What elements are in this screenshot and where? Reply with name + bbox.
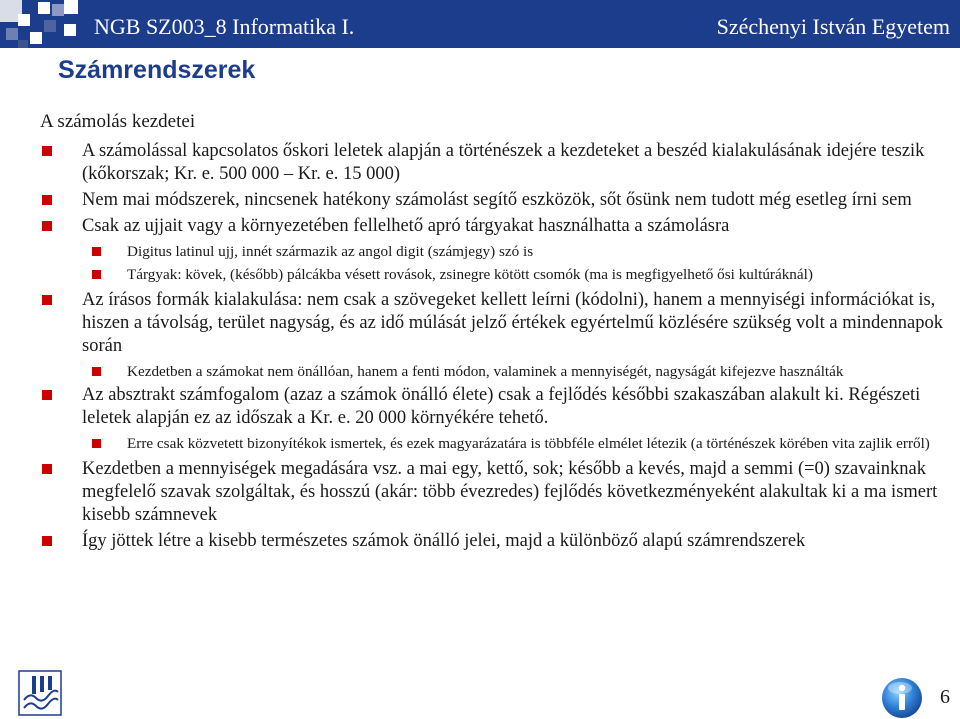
sub-bullet-text: Erre csak közvetett bizonyítékok ismertek, és ezek magyarázatára is többféle elmélet létezik (a történészek körében vita zajlik erről)	[127, 435, 930, 452]
sub-bullet-item	[40, 241, 950, 262]
slide-title: Számrendszerek	[58, 56, 256, 84]
square-bullet-icon	[42, 464, 52, 474]
slide-content	[40, 110, 950, 556]
header-decoration	[0, 0, 80, 48]
bullet-item	[40, 215, 950, 238]
bullet-item	[40, 458, 950, 527]
bullet-text: Így jöttek létre a kisebb természetes számok önálló jelei, majd a különböző alapú számrendszerek	[82, 531, 806, 551]
sub-bullet-text: Digitus latinul ujj, innét származik az angol digit (számjegy) szó is	[127, 243, 534, 260]
course-title: NGB SZ003_8 Informatika I.	[94, 14, 355, 39]
square-bullet-icon	[42, 295, 52, 305]
square-bullet-icon	[92, 270, 101, 279]
bullet-text: Kezdetben a mennyiségek megadására vsz. a mai egy, kettő, sok; később a kevés, majd a semmi (=0) szavainknak megfelelő szavak szolgáltak, és hosszú (akár: több évezredes) fejlődés következményeként alakultak ki a ma ismert kisebb számnevek	[82, 459, 938, 525]
sub-bullet-text: Kezdetben a számokat nem önállóan, hanem a fenti módon, valaminek a mennyiségét, nagyságát kifejezve használták	[127, 363, 844, 380]
bullet-item	[40, 384, 950, 430]
university-name: Széchenyi István Egyetem	[716, 14, 950, 39]
square-bullet-icon	[42, 536, 52, 546]
bullet-text: Nem mai módszerek, nincsenek hatékony számolást segítő eszközök, sőt ősünk nem tudott még esetleg írni sem	[82, 190, 912, 210]
sub-bullet-item	[40, 264, 950, 285]
bullet-item	[40, 140, 950, 186]
bullet-item	[40, 289, 950, 358]
university-logo	[18, 670, 62, 716]
sub-bullet-item	[40, 361, 950, 382]
section-title: A számolás kezdetei	[40, 111, 196, 132]
bullet-text: Az absztrakt számfogalom (azaz a számok önálló élete) csak a fejlődés későbbi szakaszában alakult ki. Régészeti leletek alapján ez az időszak a Kr. e. 20 000 környékére tehető.	[82, 385, 921, 428]
bullet-text: A számolással kapcsolatos őskori leletek alapján a történészek a kezdeteket a beszéd kialakulásának idejére teszik (kőkorszak; Kr. e. 500 000 – Kr. e. 15 000)	[82, 141, 925, 184]
square-bullet-icon	[92, 247, 101, 256]
square-bullet-icon	[42, 146, 52, 156]
bullet-item	[40, 530, 950, 553]
slide-header	[0, 0, 960, 48]
square-bullet-icon	[92, 367, 101, 376]
page-number: 6	[940, 686, 950, 708]
square-bullet-icon	[42, 221, 52, 231]
square-bullet-icon	[42, 390, 52, 400]
bullet-text: Az írásos formák kialakulása: nem csak a szövegeket kellett leírni (kódolni), hanem a mennyiségi információkat is, hiszen a távolság, terület nagyság, és az idő múlását jelző értékek egyértelmű közlésére szükség volt a mindennapok során	[82, 290, 943, 356]
square-bullet-icon	[42, 195, 52, 205]
square-bullet-icon	[92, 439, 101, 448]
bullet-item	[40, 189, 950, 212]
sub-bullet-item	[40, 433, 950, 454]
sub-bullet-text: Tárgyak: kövek, (később) pálcákba vésett rovások, zsinegre kötött csomók (ma is megfigyelhető ősi kultúráknál)	[127, 266, 813, 283]
bullet-text: Csak az ujjait vagy a környezetében fellelhető apró tárgyakat használhatta a számolásra	[82, 216, 730, 236]
info-icon[interactable]	[880, 676, 924, 719]
